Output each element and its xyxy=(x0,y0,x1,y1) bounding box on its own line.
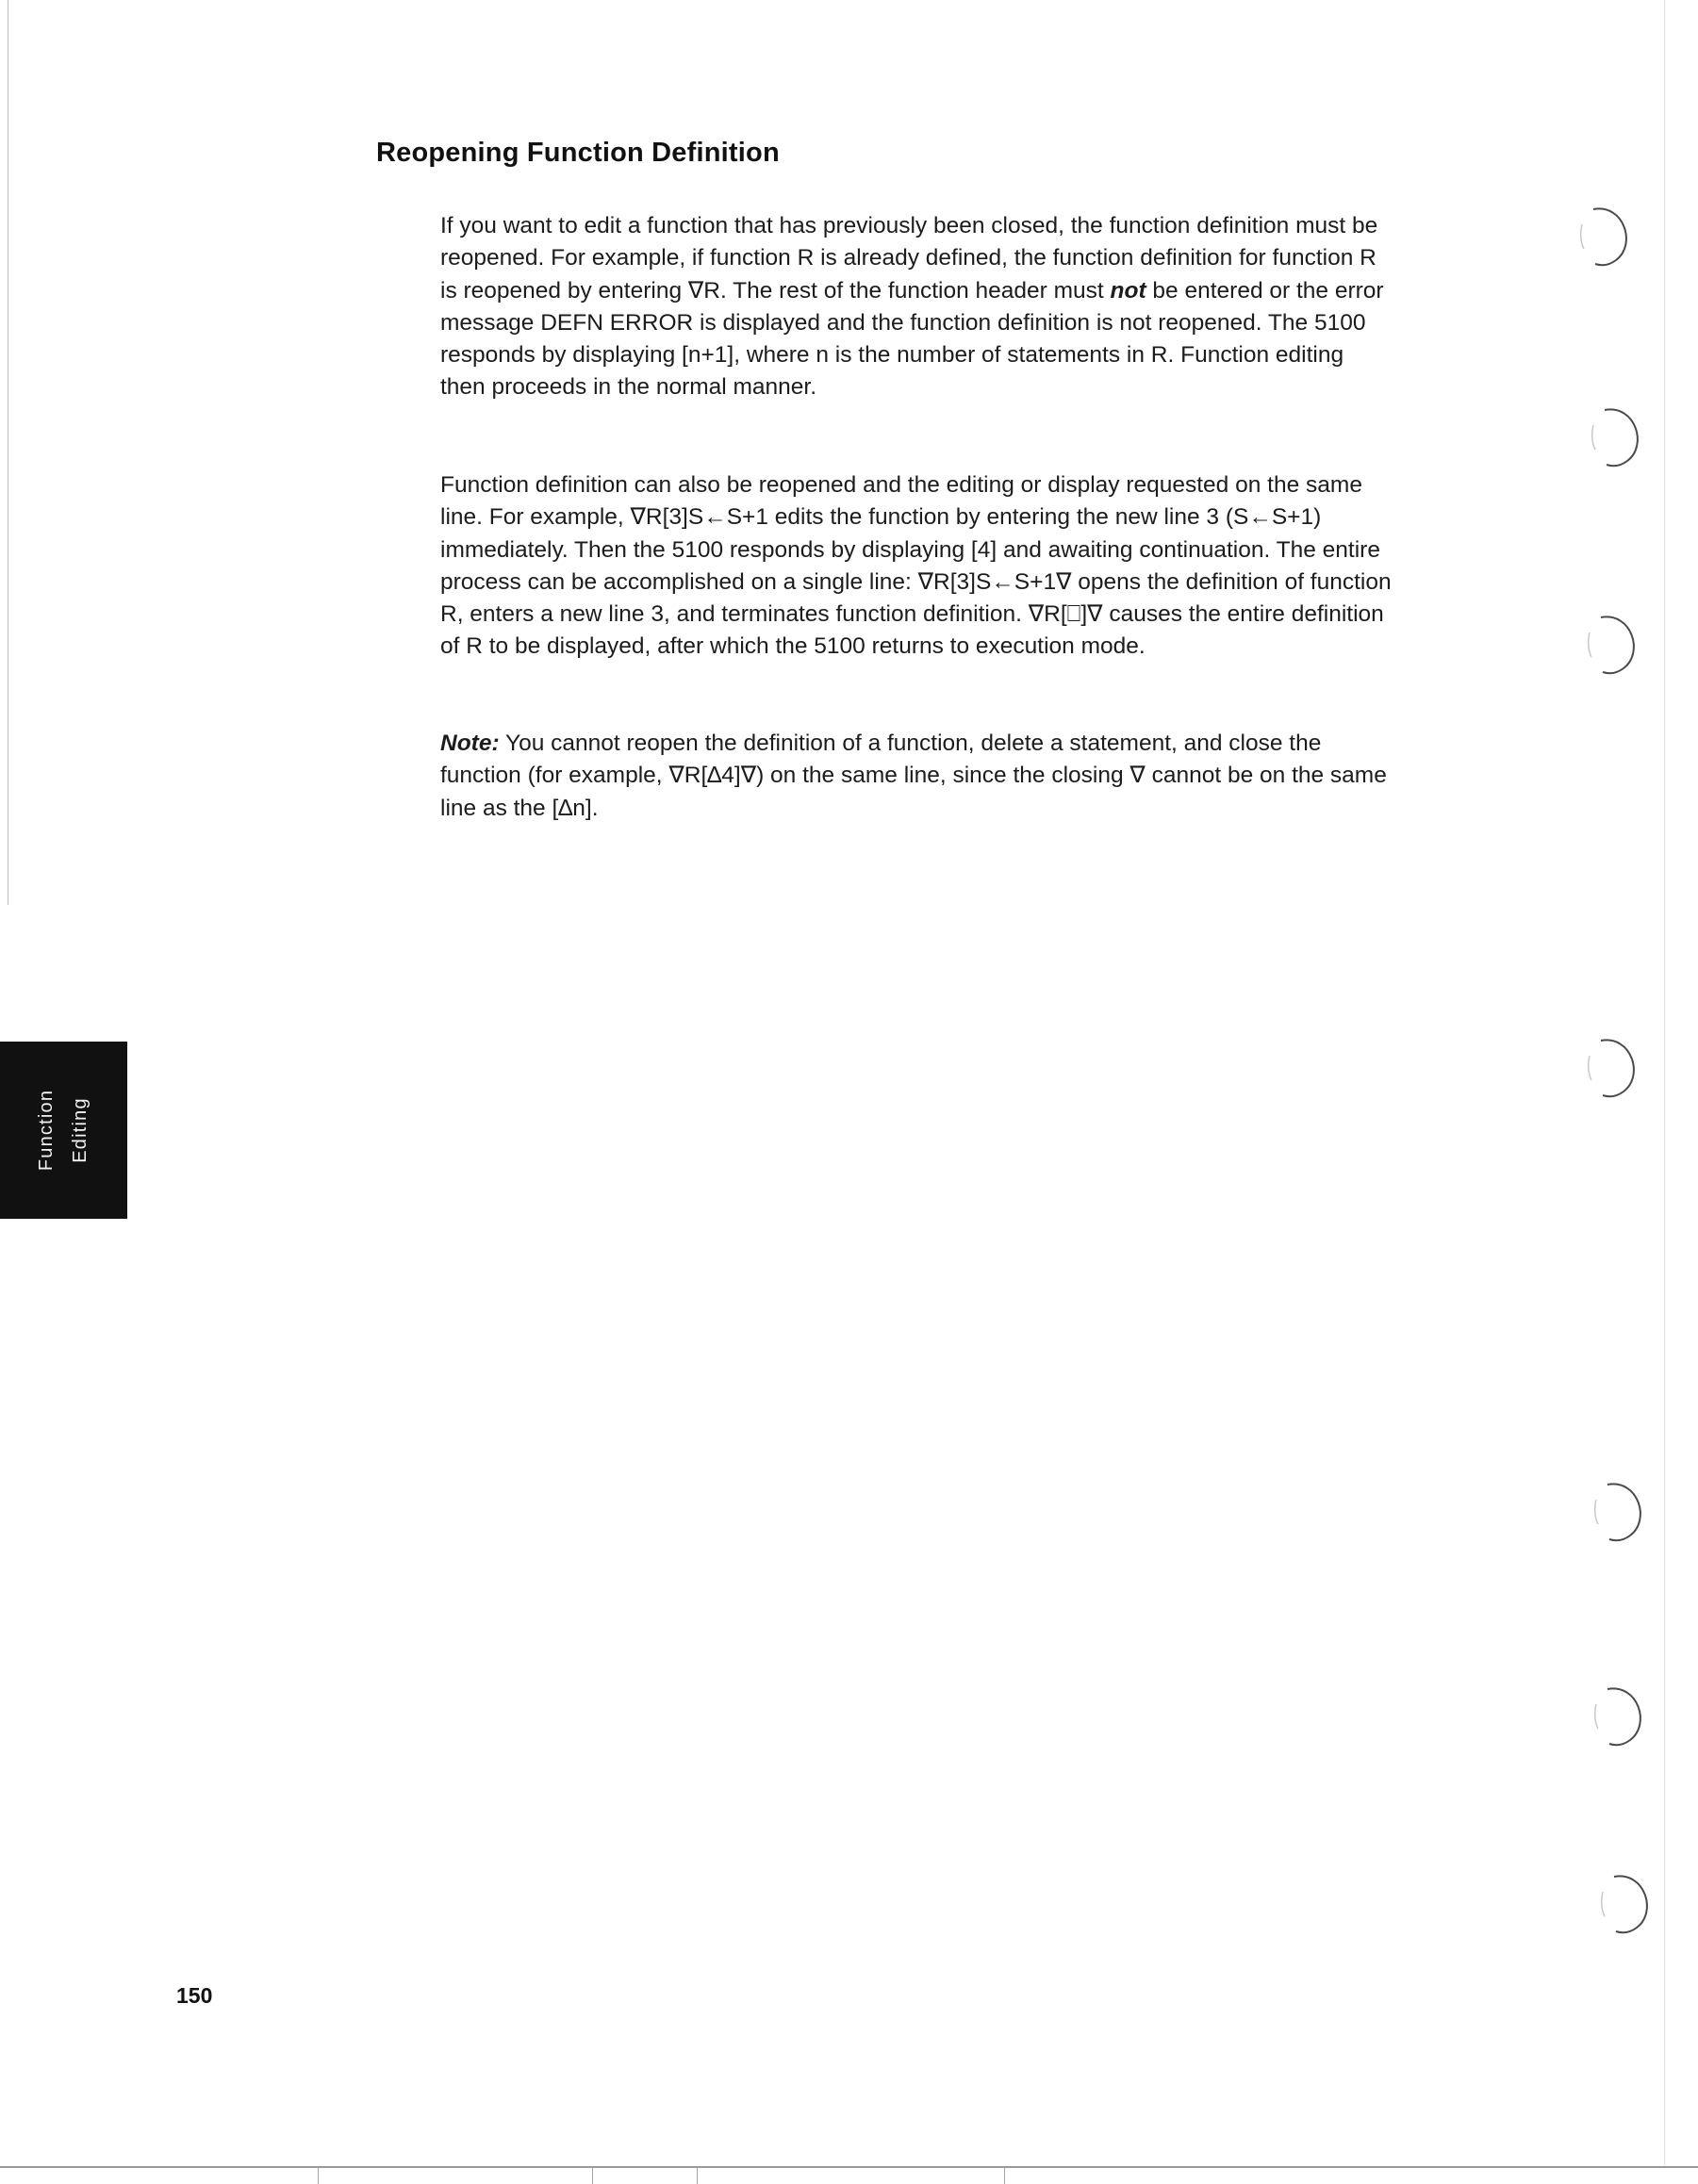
edge-tick xyxy=(697,2168,698,2184)
binder-hole-icon xyxy=(1580,608,1646,683)
paragraph-text: be entered or the error message DEFN ERROR is displayed and the function definition is not reopened. The 5100 responds by displaying [n+1], where n is the number of statements in R. Function editing then proceeds in the normal manner. xyxy=(440,277,1384,401)
note-paragraph xyxy=(440,728,1393,825)
page-right-edge xyxy=(1664,0,1665,2165)
note-text: You cannot reopen the definition of a function, delete a statement, and close the function (for example, ∇R[∆4]∇) on the same line, since the closing ∇ cannot be on the same line as the [∆n]. xyxy=(440,731,1387,821)
page-number: 150 xyxy=(176,1983,213,2008)
edge-tick xyxy=(592,2168,593,2184)
binder-hole-icon xyxy=(1584,401,1650,476)
binder-hole-icon xyxy=(1587,1680,1653,1755)
emphasis-text: not xyxy=(1110,277,1146,304)
binder-hole-icon xyxy=(1587,1475,1653,1551)
section-title: Reopening Function Definition xyxy=(376,138,780,168)
edge-tick xyxy=(1004,2168,1005,2184)
binder-hole-icon xyxy=(1573,200,1639,275)
page-bottom-edge xyxy=(0,2166,1698,2168)
section-tab-line: Editing xyxy=(70,1097,91,1163)
binder-hole-icon xyxy=(1593,1867,1659,1943)
section-tab-text xyxy=(29,1090,97,1171)
edge-tick xyxy=(318,2168,319,2184)
paragraph-same-line: Function definition can also be reopened and the editing or display requested on the same line. For example, ∇R[3]S←S+1 edits the function by entering the new line 3 (S←S+1) immediately. Then the 5100 responds by displaying [4] and awaiting continuation. The entire process can be accomplished on a single line: ∇R[3]S←S+1∇ opens the definition of function R, enters a new line 3, and terminates function definition. ∇R[⎕]∇ causes the entire definition of R to be displayed, after which the 5100 returns to execution mode. xyxy=(440,472,1392,660)
section-tab-line: Function xyxy=(36,1089,57,1172)
section-tab xyxy=(0,1042,127,1219)
paragraph-reopening xyxy=(440,210,1393,404)
paragraph-text: If you want to edit a function that has previously been closed, the function definition must be reopened. For example, if function R is already defined, the function definition for function R is reopened by entering ∇R. The rest of the function header must xyxy=(440,213,1378,304)
binder-hole-icon xyxy=(1580,1031,1646,1107)
note-label: Note: xyxy=(440,731,500,756)
